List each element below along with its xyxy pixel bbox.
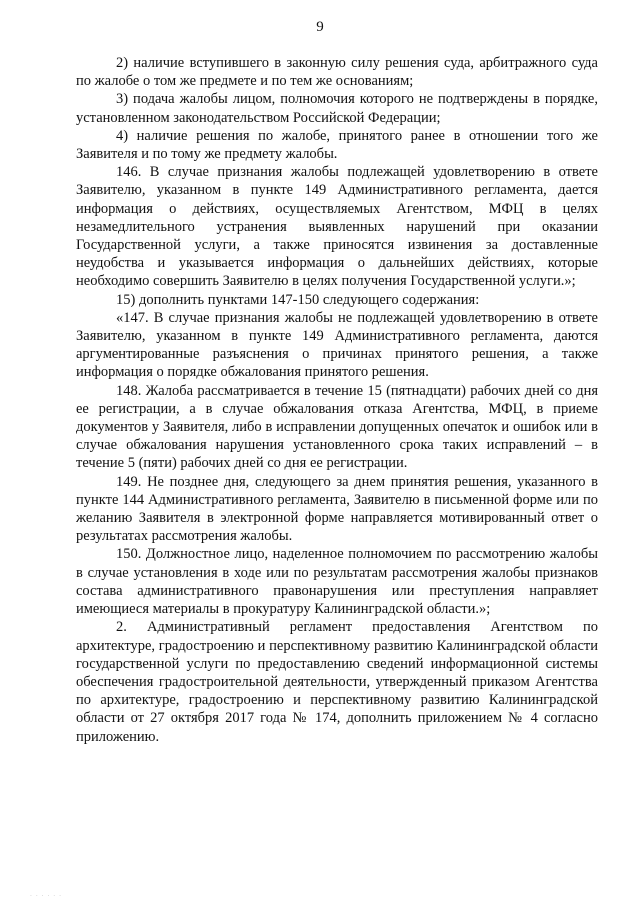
paragraph-amendment-15: 15) дополнить пунктами 147-150 следующего содержания: [116, 291, 480, 308]
paragraph-149: 149. Не позднее дня, следующего за днем принятия решения, указанного в пункте 144 Административного регламента, Заявителю в письменной форме или по желанию Заявителя в электронной форме направляется мотивированный ответ о результатах рассмотрения жалобы. [76, 473, 598, 545]
paragraph-148: 148. Жалоба рассматривается в течение 15 (пятнадцати) рабочих дней со дня ее регистрации, а в случае обжалования отказа Агентства, МФЦ, в приеме документов у Заявителя, либо в исправлении допущенных опечаток и ошибок или в случае обжалования нарушения установленного срока таких исправлений – в течение 5 (пяти) рабочих дней со дня ее регистрации. [76, 382, 598, 472]
paragraph-item-2: 2. Административный регламент предоставления Агентством по архитектуре, градостроению и перспективному развитию Калининградской области государственной услуги по предоставлению сведений информационной системы обеспечения градостроительной деятельности, утвержденный приказом Агентства по архитектуре, градостроению и перспективному развитию Калининградской области от 27 октября 2017 года № 174, дополнить приложением № 4 согласно приложению. [76, 619, 598, 745]
paragraph-150: 150. Должностное лицо, наделенное полномочием по рассмотрению жалобы в случае установления в ходе или по результатам рассмотрения жалобы признаков состава административного правонарушения или преступления направляет имеющиеся материалы в прокуратуру Калининградской области.»; [76, 546, 598, 618]
paragraph-clause-3: 3) подача жалобы лицом, полномочия которого не подтверждены в порядке, установленном законодательством Российской Федерации; [76, 91, 598, 126]
paragraph-147: «147. В случае признания жалобы не подлежащей удовлетворению в ответе Заявителю, указанном в пункте 149 Административного регламента, даются аргументированные разъяснения о причинах принятого решения, а также информация о порядке обжалования принятого решения. [76, 309, 598, 381]
paragraph-clause-2: 2) наличие вступившего в законную силу решения суда, арбитражного суда по жалобе о том же предмете и по тем же основаниям; [76, 55, 598, 90]
scan-footer-mark: · · · · · · [30, 893, 62, 900]
document-body [76, 54, 598, 746]
paragraph-clause-4: 4) наличие решения по жалобе, принятого ранее в отношении того же Заявителя и по тому же предмету жалобы. [76, 127, 598, 163]
page-number: 9 [316, 19, 324, 35]
paragraph-146: 146. В случае признания жалобы подлежащей удовлетворению в ответе Заявителю, указанном в пункте 149 Административного регламента, дается информация о действиях, осуществляемых Агентством, МФЦ в целях незамедлительного устранения выявленных нарушений при оказании Государственной услуги, а также приносятся извинения за доставленные неудобства и указывается информация о дальнейших действиях, которые необходимо совершить Заявителю в целях получения Государственной услуги.»; [76, 164, 598, 290]
